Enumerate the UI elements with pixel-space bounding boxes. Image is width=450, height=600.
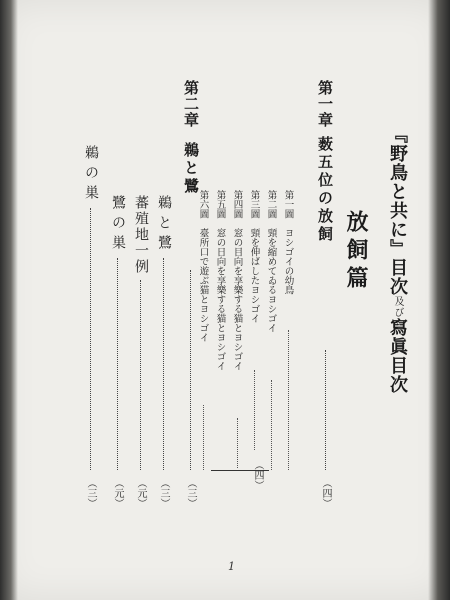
entry-2-page: （元） [135,478,146,508]
entry-1-leader [163,258,164,470]
entry-1-page: （三） [158,478,169,508]
figure-6-leader [203,405,204,470]
figure-2: 第二圖 頸を縮めてゐるヨシゴイ [265,190,277,333]
figure-6: 第六圖 臺所口で遊ぶ猫とヨシゴイ [197,190,209,342]
chapter1-heading [317,80,332,244]
entry-4-page: （三） [85,478,96,508]
section-heading: 放飼篇 [343,210,369,294]
chapter1-title: 薮五位の放飼 [316,136,334,244]
entry-1: 鵜と鷺 [156,195,172,255]
chapter1-leader [325,350,326,470]
figure-4-leader [237,418,238,468]
figure-3-leader [254,370,255,450]
entry-4-leader [90,208,91,470]
entry-2-leader [140,280,141,470]
toc-title [388,125,406,394]
entry-4: 鵜の巣 [83,145,99,205]
chapter2-leader [190,270,191,470]
title-main: 『野鳥と共に』目次 [387,125,408,296]
chapter1-number: 第一章 [316,80,334,128]
chapter1-page: （四） [320,478,331,508]
figure-5: 第五圖 窓の日向を享樂する猫とヨシゴイ [214,190,226,371]
entry-2: 蕃殖地一例 [133,195,149,275]
page-number: 1 [228,560,235,573]
chapter2-page: （三） [185,478,196,508]
figure-1-leader [288,330,289,470]
title-photos: 寫眞目次 [387,318,408,394]
chapter2-number: 第二章 [182,80,200,128]
figure-2-leader [271,380,272,470]
figures-page: （四） [252,460,263,490]
entry-3: 鷺の巣 [110,195,126,255]
title-and: 及び [392,296,403,318]
entry-3-leader [117,258,118,470]
entry-3-page: （元） [112,478,123,508]
chapter2-heading [183,80,198,196]
figure-3: 第三圖 頸を伸ばしたヨシゴイ [248,190,260,323]
figure-4: 第四圖 窓の目向を享樂する猫とヨシゴイ [231,190,243,371]
figure-1: 第一圖 ヨシゴイの幼鳥 [282,190,294,295]
chapter2-title: 鵜と鷺 [182,142,200,196]
